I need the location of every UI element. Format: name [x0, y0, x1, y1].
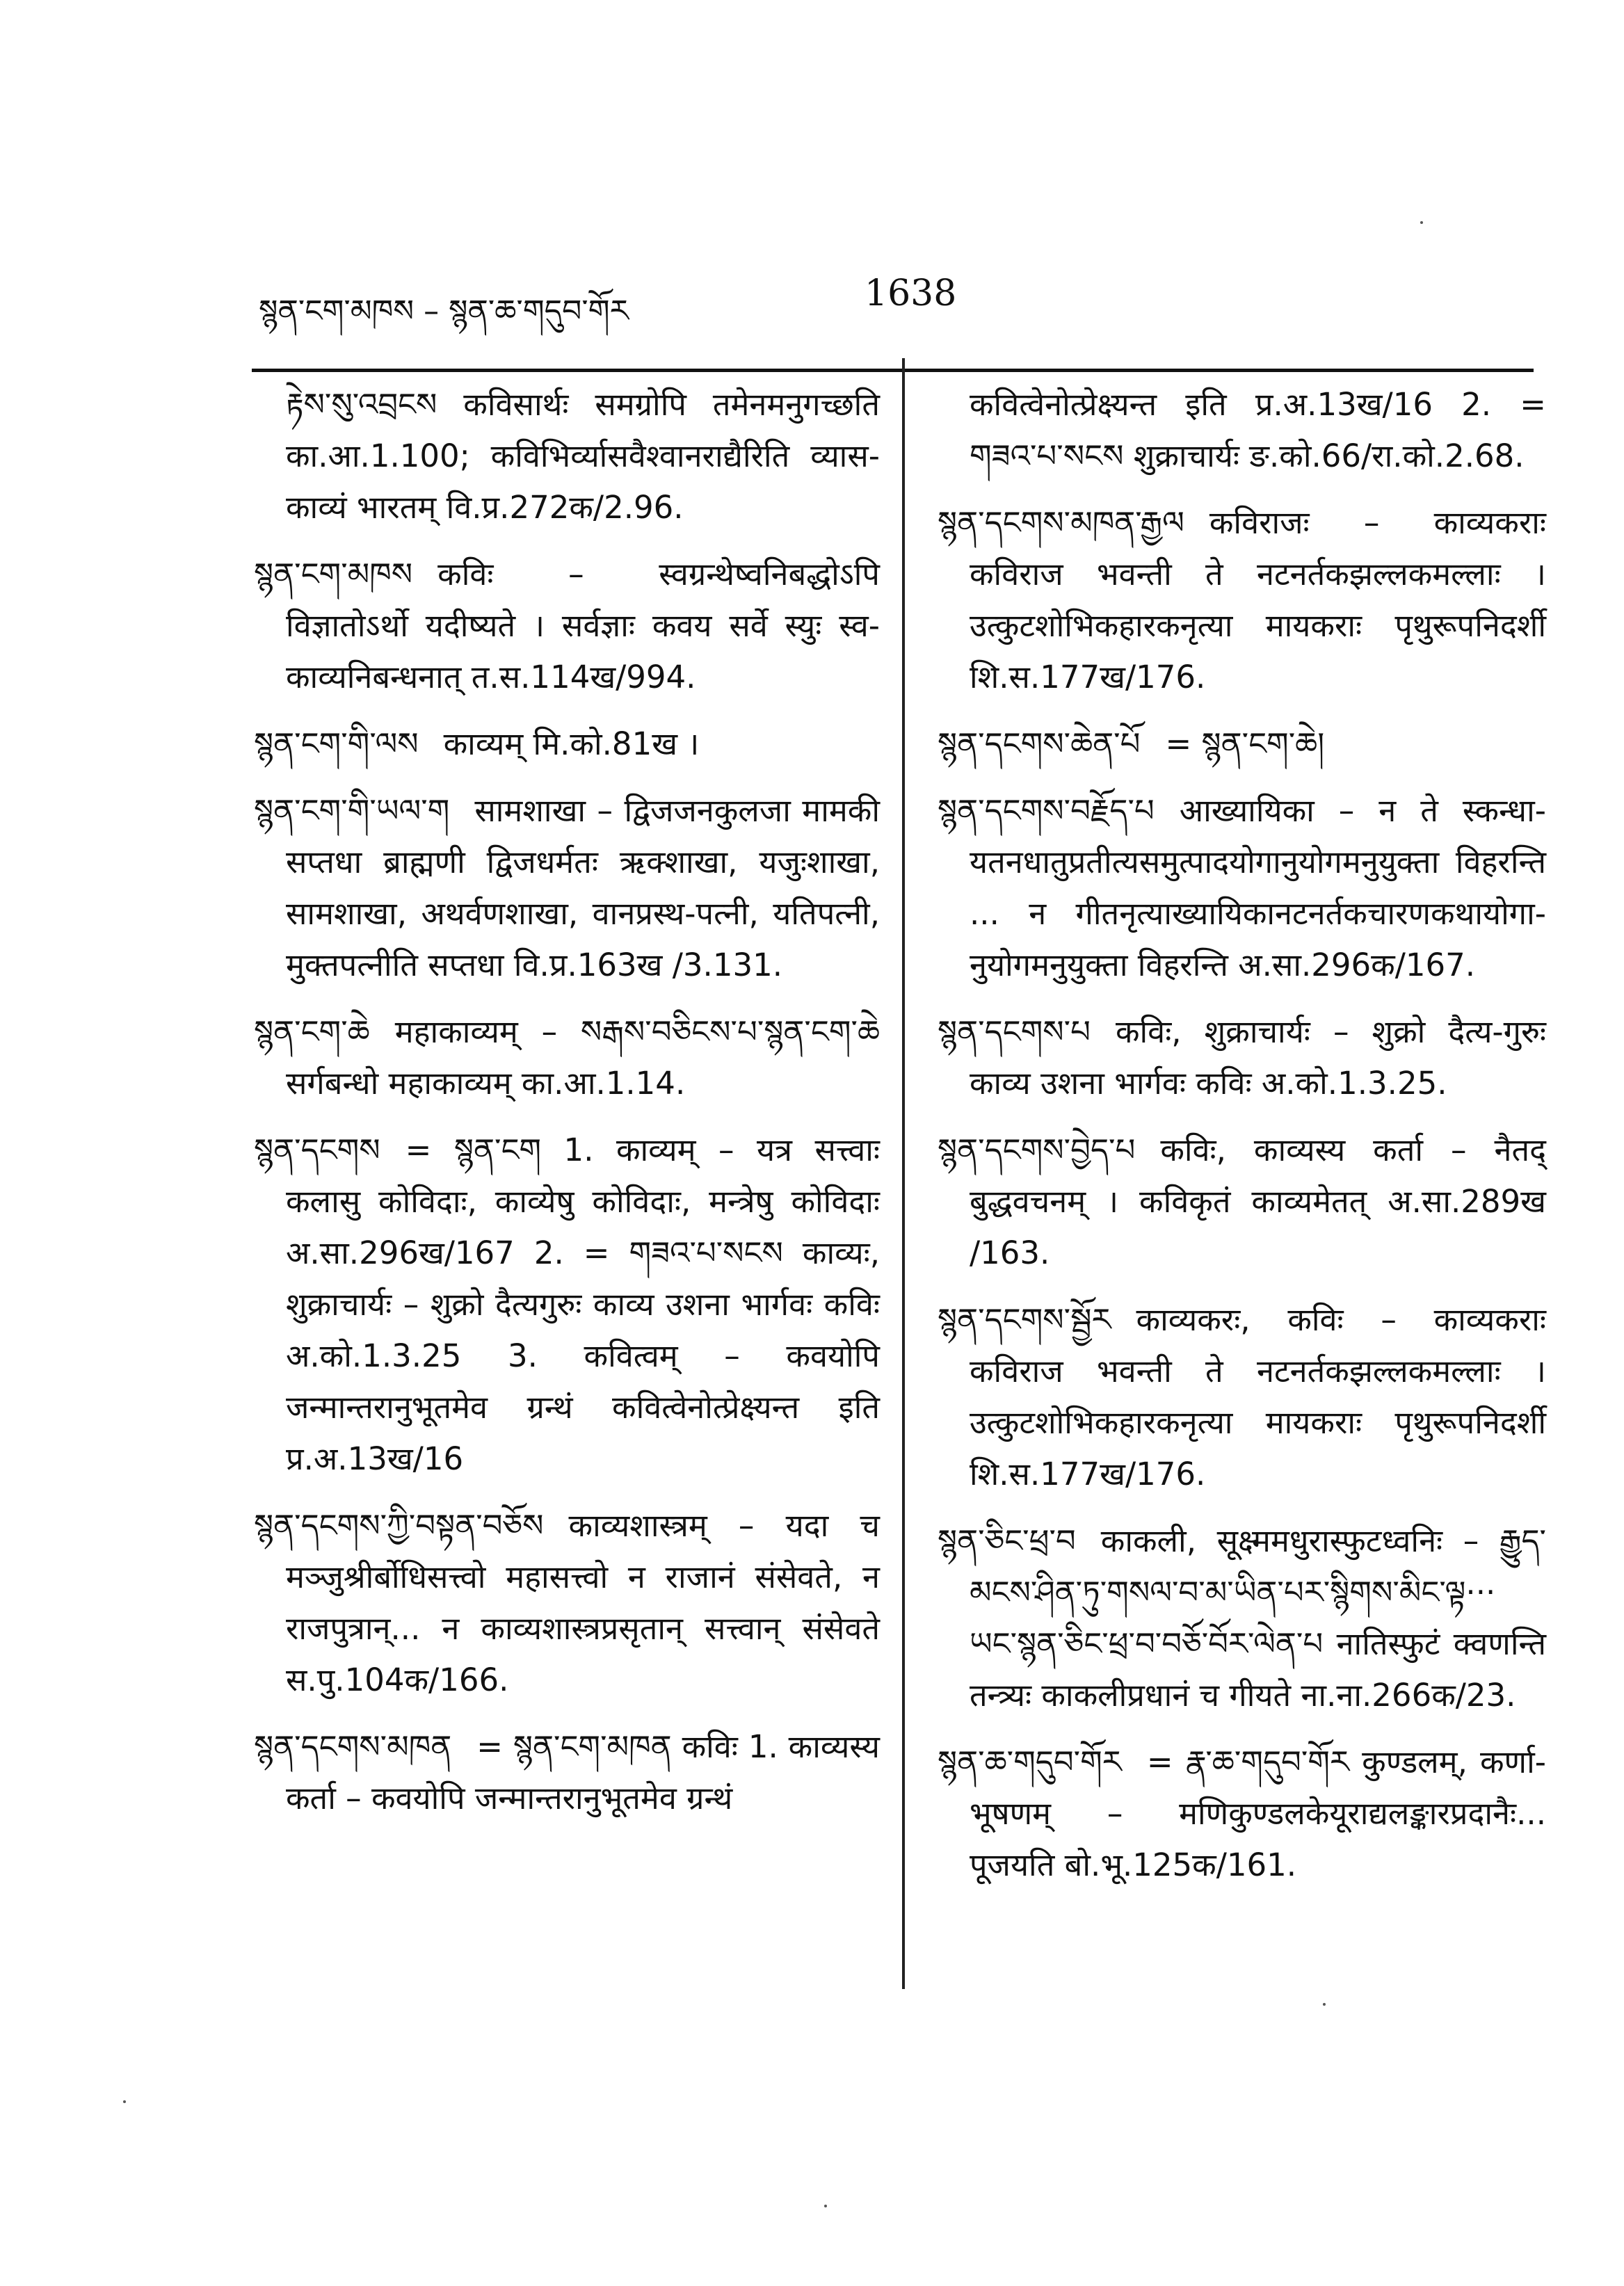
headword: སྙན་དངགས་མཁན: [254, 1728, 452, 1765]
dictionary-entry: རྟེས་སུ་འབྲངས कविसार्थः समग्रोपि तमेनमनुगच्छति का.आ.1.100; कविभिर्व्यासवैश्वानराद्यैरिति व्यास-काव्यं भारतम् वि.प्र.272क/2.96.: [286, 386, 880, 526]
running-header: སྙན་ངག་མཁས – སྙན་ཆ་གདུབ་གོར: [259, 293, 629, 329]
column-divider: [902, 358, 905, 1989]
dictionary-entry: སྙན་དངགས་བརྗོད་པ आख्यायिका – न ते स्कन्धा-यतनधातुप्रतीत्यसमुत्पादयोगानुयोगमनुयुक्ता विहरन्ति ... न गीतनृत्याख्यायिकानटनर्तकचारणकथायोगा-नुयोगमनुयुक्ता विहरन्ति अ.सा.296क/167.: [938, 792, 1546, 983]
headword: སྙན་དངགས་བྱེད་པ: [938, 1132, 1136, 1168]
headword: སྙན་དངགས་པ: [938, 1013, 1091, 1050]
dictionary-entry: སྙན་ཆ་གདུབ་གོར = རྣ་ཆ་གདུབ་གོར कुण्डलम्, कर्णा-भूषणम् – मणिकुण्डलकेयूराद्यलङ्कारप्रदानैः... पूजयति बो.भू.125क/161.: [938, 1744, 1546, 1883]
scan-speck: [824, 2205, 827, 2207]
headword: སྙན་ངག་གི་ལས: [254, 725, 419, 762]
dictionary-entry: སྙན་ངག་གི་ལས काव्यम् मि.को.81ख ।: [254, 725, 700, 762]
dictionary-entry: སྙན་དངགས་སྦྱོར काव्यकरः, कविः – काव्यकराः कविराज भवन्ती ते नटनर्तकझल्लकमल्लाः । उत्कुटशोभिकहारकनृत्या मायकराः पृथुरूपनिदर्शी शि.स.177ख/176.: [938, 1301, 1546, 1492]
dictionary-entry: སྙན་དངགས་ཆེན་པོ = སྙན་ངག་ཆེ།: [938, 725, 1325, 762]
headword: སྙན་ངག་ཆེ: [254, 1013, 370, 1050]
headword: སྙན་ཅིང་ཕྲ་བ: [938, 1522, 1076, 1559]
scan-speck: [1323, 2003, 1326, 2006]
dictionary-entry: སྙན་དངགས = སྙན་ངག 1. काव्यम् – यत्र सत्त्वाः कलासु कोविदाः, काव्येषु कोविदाः, मन्त्रेषु कोविदाः अ.सा.296ख/167 2. = གཟའ་པ་སངས काव्यः, शुक्राचार्यः – शुक्रो दैत्यगुरुः काव्य उशना भार्गवः कविः अ.को.1.3.25 3. कवित्वम् – कवयोपि जन्मान्तरानुभूतमेव ग्रन्थं कवित्वेनोत्प्रेक्ष्यन्त इति प्र.अ.13ख/16: [254, 1132, 880, 1477]
scan-speck: [1420, 221, 1423, 224]
headword: སྙན་དངགས་བརྗོད་པ: [938, 792, 1155, 829]
dictionary-entry: སྙན་དངགས་ཀྱི་བསྟན་བཅོས काव्यशास्त्रम् – यदा च मञ्जुश्रीर्बोधिसत्त्वो महासत्त्वो न राजानं संसेवते, न राजपुत्रान्... न काव्यशास्त्रप्रसृतान् सत्त्वान् संसेवते स.पु.104क/166.: [254, 1507, 880, 1698]
dictionary-entry: སྙན་ངག་མཁས कविः – स्वग्रन्थेष्वनिबद्धोऽपि विज्ञातोऽर्थो यदीष्यते । सर्वज्ञाः कवय सर्वे स्युः स्व-काव्यनिबन्धनात् त.स.114ख/994.: [254, 556, 880, 695]
headword: སྙན་དངགས་མཁན་རྒྱལ: [938, 504, 1184, 541]
scan-speck: [123, 2100, 126, 2103]
dictionary-entry: སྙན་ངག་གི་ཡལ་ག सामशाखा – द्विजजनकुलजा मामकी सप्तधा ब्राह्मणी द्विजधर्मतः ऋक्शाखा, यजुःशाखा, सामशाखा, अथर्वणशाखा, वानप्रस्थ-पत्नी, यतिपत्नी, मुक्तपत्नीति सप्तधा वि.प्र.163ख /3.131.: [254, 792, 880, 983]
headword: སྙན་ངག་གི་ཡལ་ག: [254, 792, 450, 829]
dictionary-entry: སྙན་ངག་ཆེ महाकाव्यम् – སརྒས་བཅིངས་པ་སྙན་ངག་ཆེ सर्गबन्धो महाकाव्यम् का.आ.1.14.: [254, 1013, 880, 1102]
dictionary-entry: སྙན་དངགས་མཁན་རྒྱལ कविराजः – काव्यकराः कविराज भवन्ती ते नटनर्तकझल्लकमल्लाः । उत्कुटशोभिकहारकनृत्या मायकराः पृथुरूपनिदर्शी शि.स.177ख/176.: [938, 504, 1546, 695]
headword: སྙན་ངག་མཁས: [254, 556, 413, 593]
page-number: 1638: [865, 273, 957, 314]
right-column: [938, 379, 1546, 1906]
dictionary-entry: སྙན་ཅིང་ཕྲ་བ काकली, सूक्ष्ममधुरास्फुटध्वनिः – རྒྱུད་མངས་ཤིན་ཏུ་གསལ་བ་མ་ཡིན་པར་སྙིགས་མིང་ལྟ··· ཡང་སྙན་ཅིང་ཕྲ་བ་བཅོ་བོར་ལེན་པ नातिस्फुटं क्वणन्ति तन्त्र्यः काकलीप्रधानं च गीयते ना.ना.266क/23.: [938, 1522, 1546, 1714]
headword: སྙན་དངགས: [254, 1132, 380, 1168]
headword: སྙན་ཆ་གདུབ་གོར: [938, 1744, 1122, 1780]
dictionary-entry: སྙན་དངགས་མཁན = སྙན་ངག་མཁན कविः 1. काव्यस्य कर्ता – कवयोपि जन्मान्तरानुभूतमेव ग्रन्थं: [254, 1728, 880, 1817]
headword: སྙན་དངགས་ཀྱི་བསྟན་བཅོས: [254, 1507, 544, 1544]
header-rule: [252, 369, 1534, 372]
dictionary-entry: कवित्वेनोत्प्रेक्ष्यन्त इति प्र.अ.13ख/16 2. = གཟའ་པ་སངས शुक्राचार्यः ङ.को.66/रा.को.2.68.: [970, 386, 1546, 474]
dictionary-entry: སྙན་དངགས་བྱེད་པ कविः, काव्यस्य कर्ता – नैतद् बुद्धवचनम् । कविकृतं काव्यमेतत् अ.सा.289ख /163.: [938, 1132, 1546, 1271]
headword: སྙན་དངགས་ཆེན་པོ: [938, 725, 1141, 762]
dictionary-entry: སྙན་དངགས་པ कविः, शुक्राचार्यः – शुक्रो दैत्य-गुरुः काव्य उशना भार्गवः कविः अ.को.1.3.25.: [938, 1013, 1546, 1102]
left-column: [254, 379, 880, 1840]
headword: སྙན་དངགས་སྦྱོར: [938, 1301, 1111, 1338]
